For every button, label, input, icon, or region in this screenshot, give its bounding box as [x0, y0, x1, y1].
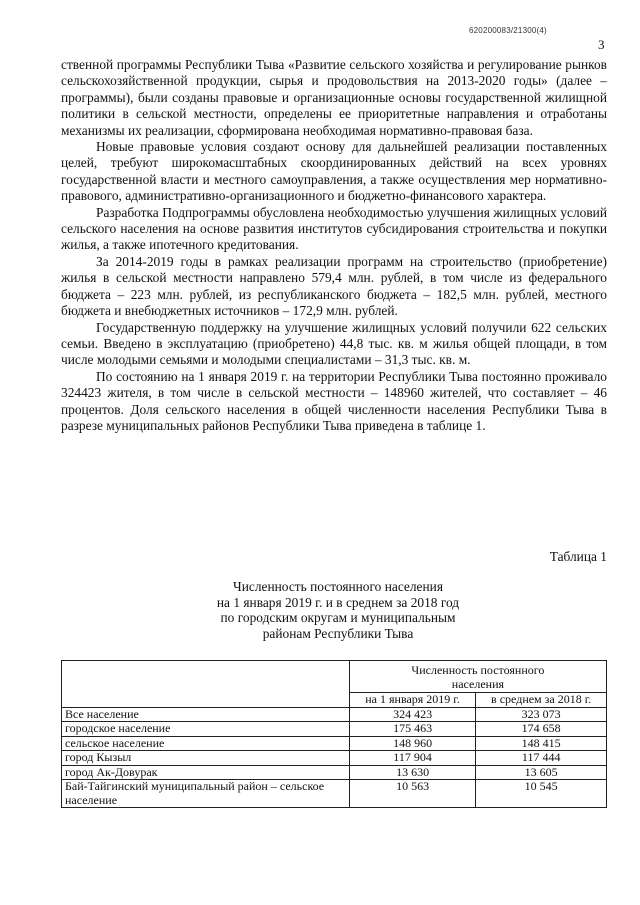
column-header: на 1 января 2019 г. — [349, 693, 476, 708]
table-row — [62, 780, 607, 808]
paragraph: Государственную поддержку на улучшение жилищных условий получили 622 сельских семьи. Введено в эксплуатацию (приобретено) 44,8 тыс. кв. м жилья общей площади, в том числе молодыми семьями и молодыми специалистами – 31,3 тыс. кв. м. — [61, 319, 607, 368]
paragraph: По состоянию на 1 января 2019 г. на территории Республики Тыва постоянно проживало 324423 жителя, в том числе в сельской местности – 148960 жителей, что составляет – 46 процентов. Доля сельского населения в общей численности населения Республики Тыва в разрезе муниципальных районов Республики Тыва приведена в таблице 1. — [61, 368, 607, 433]
table-title-line: Численность постоянного населения — [233, 579, 443, 594]
document-id: 620200083/21300(4) — [469, 26, 547, 35]
cell-avg2018: 10 545 — [476, 780, 607, 808]
cell-avg2018: 148 415 — [476, 736, 607, 751]
cell-jan2019: 324 423 — [349, 707, 476, 722]
population-table — [61, 660, 607, 808]
table-row — [62, 765, 607, 780]
table-row — [62, 736, 607, 751]
cell-jan2019: 117 904 — [349, 751, 476, 766]
paragraph: Новые правовые условия создают основу для дальнейшей реализации поставленных целей, требуют широкомасштабных скоординированных действий на всех уровнях государственной власти и местного самоуправления, а также осуществления мер нормативно-правового, административно-организационного и бюджетно-финансового характера. — [61, 139, 607, 204]
cell-jan2019: 10 563 — [349, 780, 476, 808]
table-header-row — [62, 661, 607, 693]
cell-avg2018: 13 605 — [476, 765, 607, 780]
cell-jan2019: 148 960 — [349, 736, 476, 751]
paragraph: Разработка Подпрограммы обусловлена необходимостью улучшения жилищных условий сельского населения на основе развития институтов субсидирования строительства и покупки жилья, а также ипотечного кредитования. — [61, 204, 607, 253]
body-text — [61, 57, 607, 434]
column-header: в среднем за 2018 г. — [476, 693, 607, 708]
row-label: сельское население — [62, 736, 350, 751]
cell-jan2019: 175 463 — [349, 722, 476, 737]
table-title-line: по городским округам и муниципальным — [220, 610, 456, 625]
row-label: Бай-Тайгинский муниципальный район – сельское население — [62, 780, 350, 808]
table-row — [62, 722, 607, 737]
table-row — [62, 751, 607, 766]
cell-avg2018: 323 073 — [476, 707, 607, 722]
table-title-line: районам Республики Тыва — [262, 625, 414, 641]
table-header-empty — [62, 661, 350, 708]
cell-jan2019: 13 630 — [349, 765, 476, 780]
table-row — [62, 707, 607, 722]
table-title — [100, 579, 576, 641]
cell-avg2018: 174 658 — [476, 722, 607, 737]
paragraph: За 2014-2019 годы в рамках реализации программ на строительство (приобретение) жилья в сельской местности направлено 579,4 млн. рублей, в том числе из федерального бюджета – 223 млн. рублей, из республиканского бюджета – 182,5 млн. рублей, местного бюджета и внебюджетных источников – 172,9 млн. рублей. — [61, 253, 607, 319]
row-label: город Кызыл — [62, 751, 350, 766]
cell-avg2018: 117 444 — [476, 751, 607, 766]
table-caption: Таблица 1 — [549, 549, 607, 564]
row-label: городское население — [62, 722, 350, 737]
table-group-header: Численность постоянного населения — [349, 661, 606, 693]
row-label: Все население — [62, 707, 350, 722]
table-title-line: на 1 января 2019 г. и в среднем за 2018 год — [216, 594, 460, 610]
paragraph: ственной программы Республики Тыва «Развитие сельского хозяйства и регулирование рынков сельскохозяйственной продукции, сырья и продовольствия на 2013-2020 годы» (далее – программы), были созданы правовые и организационные основы государственной жилищной политики в сельской местности, определены ее приоритетные направления и отработаны механизмы их реализации, сформирована необходимая нормативно-правовая база. — [61, 57, 607, 138]
page-number: 3 — [598, 37, 605, 52]
row-label: город Ак-Довурак — [62, 765, 350, 780]
